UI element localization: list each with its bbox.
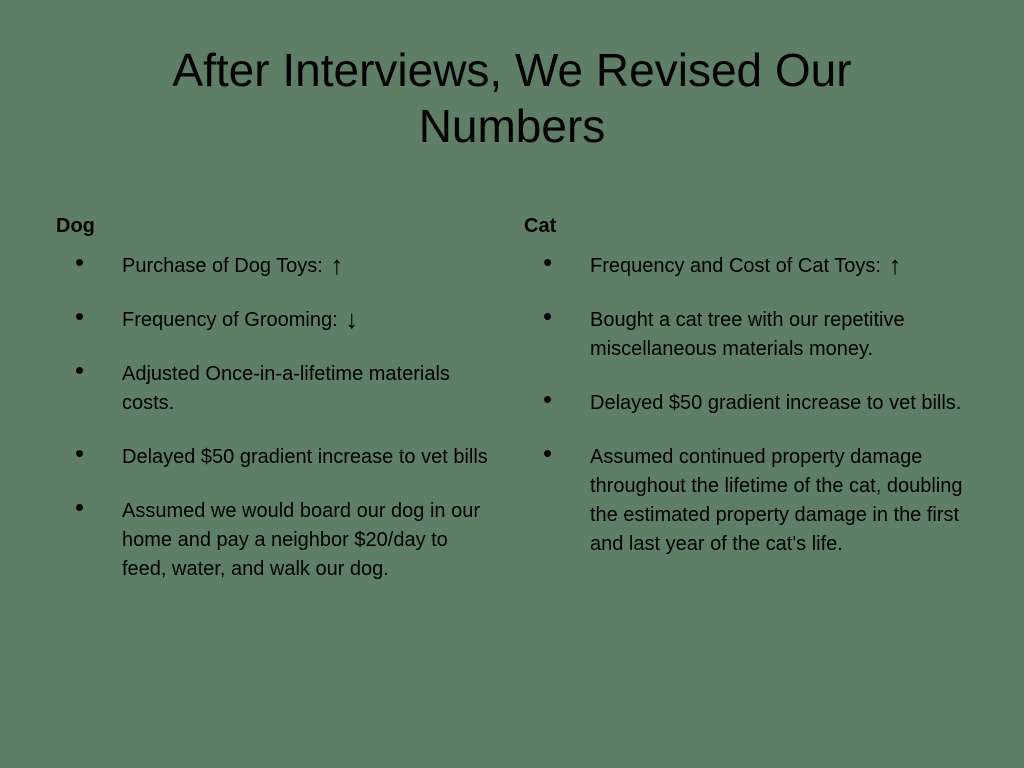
down-arrow-icon: ↓ [345, 304, 359, 334]
dog-list-item-2 [56, 301, 496, 335]
bullet-icon: • [75, 301, 85, 331]
bullet-icon: • [75, 355, 85, 385]
cat-heading: Cat [524, 215, 557, 237]
slide-title [0, 42, 1024, 154]
dog-bullet-list [56, 247, 496, 584]
bullet-icon: • [543, 384, 553, 414]
bullet-icon: • [75, 247, 85, 277]
dog-item-1-text: Purchase of Dog Toys: [122, 255, 329, 277]
cat-item-2-text: Bought a cat tree with our repetitive miscellaneous materials money. [590, 309, 905, 360]
bullet-icon: • [543, 438, 553, 468]
cat-column [524, 212, 979, 584]
up-arrow-icon: ↑ [888, 250, 902, 280]
cat-bullet-list [524, 247, 979, 559]
slide-title-line-1: After Interviews, We Revised Our [172, 44, 852, 96]
dog-list-item-5 [56, 492, 496, 584]
dog-item-4-text: Delayed $50 gradient increase to vet bills [122, 446, 488, 468]
dog-item-3-text: Adjusted Once-in-a-lifetime materials costs. [122, 363, 450, 414]
cat-item-4-text: Assumed continued property damage throughout the lifetime of the cat, doubling the estimated property damage in the first and last year of the cat's life. [590, 446, 963, 555]
slide-title-line-2: Numbers [418, 100, 606, 152]
dog-list-item-4 [56, 438, 496, 472]
cat-item-1-text: Frequency and Cost of Cat Toys: [590, 255, 887, 277]
bullet-icon: • [75, 438, 85, 468]
cat-list-item-3 [524, 384, 979, 418]
cat-list-item-2 [524, 301, 979, 364]
cat-list-item-1 [524, 247, 979, 281]
bullet-icon: • [75, 492, 85, 522]
dog-list-item-3 [56, 355, 496, 418]
dog-list-item-1 [56, 247, 496, 281]
cat-item-3-text: Delayed $50 gradient increase to vet bills. [590, 392, 962, 414]
bullet-icon: • [543, 301, 553, 331]
bullet-icon: • [543, 247, 553, 277]
dog-item-5-text: Assumed we would board our dog in our home and pay a neighbor $20/day to feed, water, and walk our dog. [122, 500, 480, 580]
cat-list-item-4 [524, 438, 979, 559]
up-arrow-icon: ↑ [330, 250, 344, 280]
dog-column [56, 212, 496, 609]
dog-heading: Dog [56, 215, 95, 237]
dog-item-2-text: Frequency of Grooming: [122, 309, 344, 331]
